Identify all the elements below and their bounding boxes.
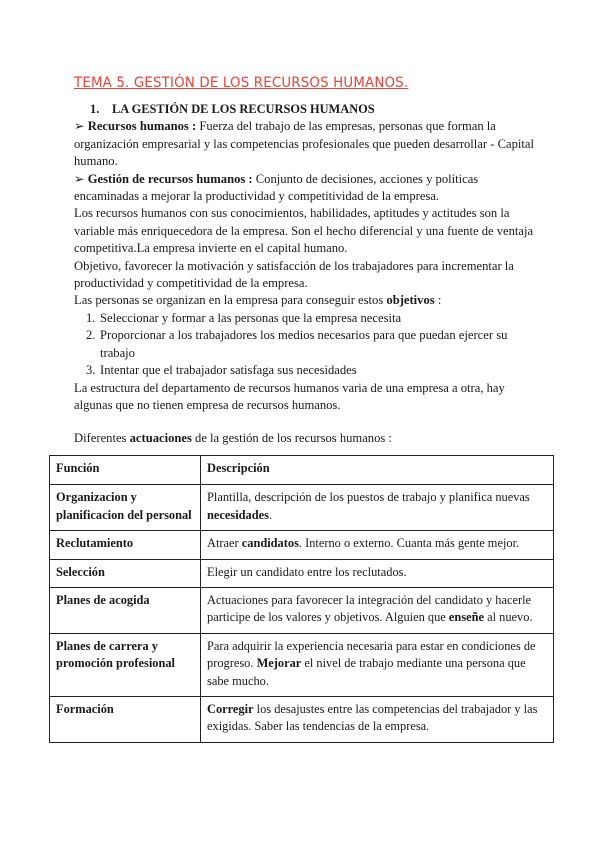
cell-descripcion: Elegir un candidato entre los reclutados. (201, 559, 554, 587)
definition-text: Conjunto de decisiones, acciones y políticas encaminadas a mejorar la productividad y competitividad de la empresa. (74, 171, 479, 204)
bullet-arrow: ➢ (74, 119, 85, 134)
paragraph-objetivo: Objetivo, favorecer la motivación y satisfacción de los trabajadores para incrementar la productividad y competitividad de la empresa. (74, 258, 514, 291)
actuaciones-table (49, 455, 554, 743)
bold-objetivos: objetivos (386, 293, 435, 308)
table-header-row (50, 456, 554, 485)
objectives-list (74, 310, 534, 380)
definition-term: Gestión de recursos humanos : (87, 171, 253, 186)
list-item: 3. Intentar que el trabajador satisfaga sus necesidades (86, 363, 357, 378)
header-descripcion: Descripción (201, 456, 554, 485)
cell-funcion: Selección (50, 559, 201, 587)
table-row (50, 485, 554, 531)
table-row (50, 588, 554, 634)
bullet-arrow: ➢ (74, 171, 85, 186)
cell-funcion: Planes de carrera y promoción profesional (50, 633, 201, 696)
definition-gestion-recursos-humanos (74, 171, 534, 206)
cell-descripcion: Corregir los desajustes entre las competencias del trabajador y las exigidas. Saber las tendencias de la empresa. (201, 697, 554, 743)
cell-descripcion: Para adquirir la experiencia necesaria para estar en condiciones de progreso. Mejorar el nivel de trabajo mediante una persona que sabe mucho. (201, 633, 554, 696)
table-row (50, 633, 554, 696)
paragraph-estructura: La estructura del departamento de recursos humanos varia de una empresa a otra, hay algunas que no tienen empresa de recursos humanos. (74, 380, 505, 412)
section-heading-text: LA GESTIÓN DE LOS RECURSOS HUMANOS (112, 102, 375, 116)
cell-funcion: Reclutamiento (50, 531, 201, 559)
definition-term: Recursos humanos : (87, 119, 197, 134)
table-row (50, 531, 554, 559)
header-funcion: Función (50, 456, 201, 485)
definition-recursos-humanos (74, 118, 534, 170)
section-heading (74, 101, 534, 118)
document-body (74, 101, 534, 448)
table-intro: Diferentes actuaciones de la gestión de los recursos humanos : (74, 431, 392, 446)
cell-funcion: Organizacion y planificacion del personal (50, 485, 201, 531)
definition-text: Fuerza del trabajo de las empresas, personas que forman la organización empresarial y las competencias profesionales que pueden desarrollar - Capital humano. (74, 119, 534, 169)
page-title: TEMA 5. GESTIÓN DE LOS RECURSOS HUMANOS. (74, 75, 409, 91)
table-row (50, 697, 554, 743)
cell-funcion: Planes de acogida (50, 588, 201, 634)
section-number: 1. (90, 102, 100, 116)
bold-actuaciones: actuaciones (129, 431, 192, 446)
list-item: 2. Proporcionar a los trabajadores los medios necesarios para que puedan ejercer su trabajo (86, 328, 508, 360)
table-row (50, 559, 554, 587)
cell-descripcion: Actuaciones para favorecer la integración del candidato y hacerle participe de los valores y objetivos. Alguien que enseñe al nuevo. (201, 588, 554, 634)
paragraph-recursos: Los recursos humanos con sus conocimientos, habilidades, aptitudes y actitudes son la variable más enriquecedora de la empresa. Son el hecho diferencial y una fuente de ventaja competitiva.La empresa invierte en el capital humano. (74, 206, 534, 256)
paragraph-personas: Las personas se organizan en la empresa para conseguir estos objetivos : (74, 293, 442, 308)
cell-funcion: Formación (50, 697, 201, 743)
cell-descripcion: Atraer candidatos. Interno o externo. Cuanta más gente mejor. (201, 531, 554, 559)
cell-descripcion: Plantilla, descripción de los puestos de trabajo y planifica nuevas necesidades. (201, 485, 554, 531)
list-item: 1. Seleccionar y formar a las personas que la empresa necesita (86, 310, 402, 325)
